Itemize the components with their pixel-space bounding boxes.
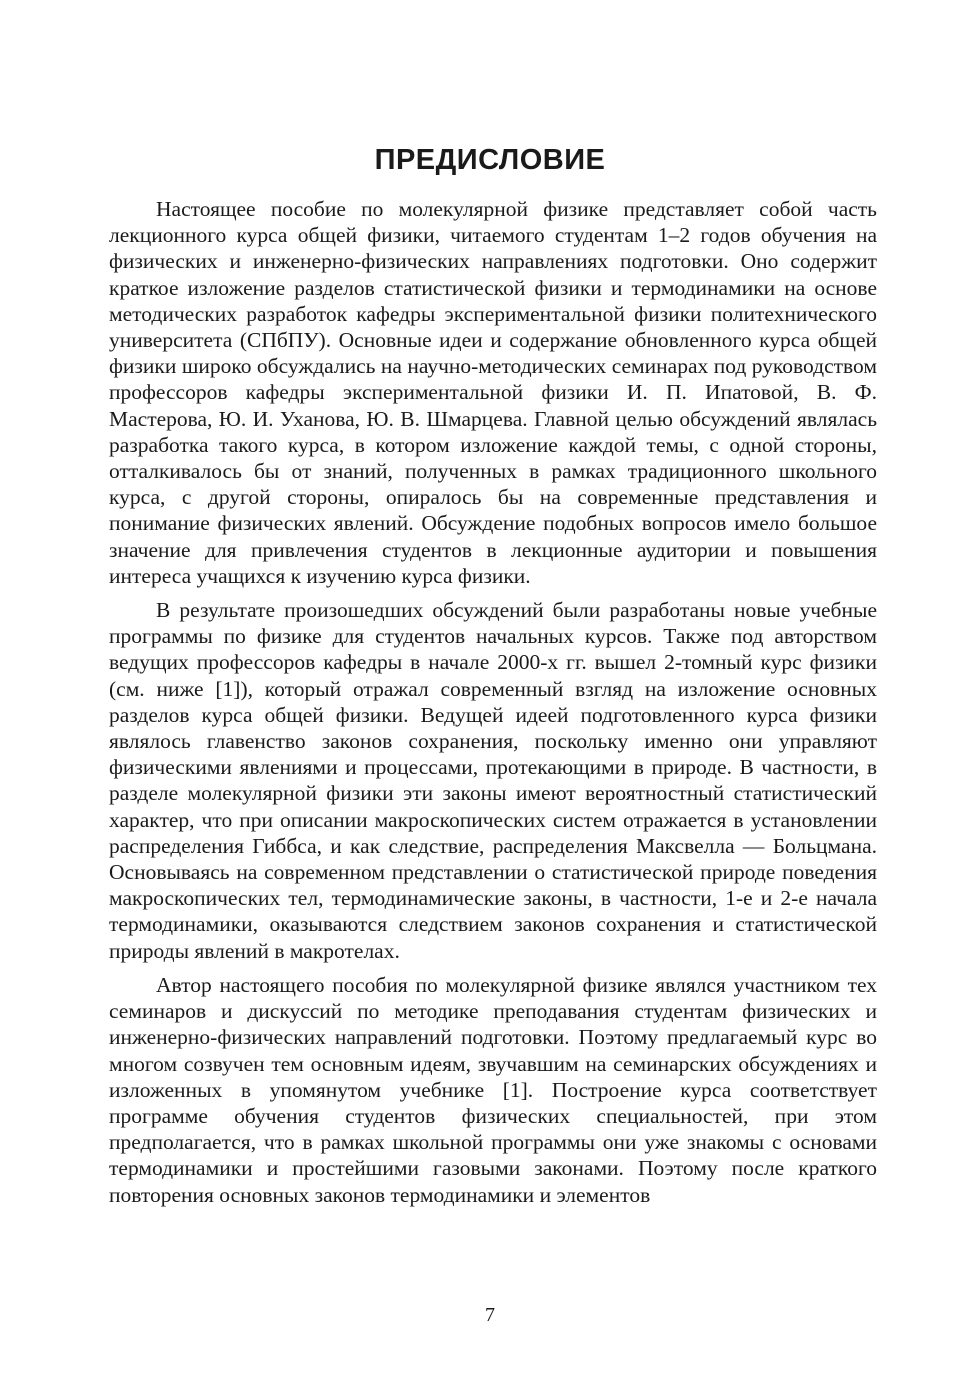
paragraph-3: Автор настоящего пособия по молекулярной физике являлся участником тех семинаров и дискуссий по методике преподавания студентам физических и инженерно-физических направлений подготовки. Поэтому предлагаемый курс во многом созвучен тем основным идеям, звучавшим на семинарских обсуждениях и изложенных в упомянутом учебнике [1]. Построение курса соответствует программе обучения студентов физических специальностей, при этом предполагается, что в рамках школьной программы они уже знакомы с основами термодинамики и простейшими газовыми законами. Поэтому после краткого повторения основных законов термодинамики и элементов	[109, 972, 877, 1207]
paragraph-2: В результате произошедших обсуждений были разработаны новые учебные программы по физике для студентов начальных курсов. Также под авторством ведущих профессоров кафедры в начале 2000-х гг. вышел 2-томный курс физики (см. ниже [1]), который отражал современный взгляд на изложение основных разделов курса общей физики. Ведущей идеей подготовленного курса физики являлось главенство законов сохранения, поскольку именно они управляют физическими явлениями и процессами, протекающими в природе. В частности, в разделе молекулярной физики эти законы имеют вероятностный статистический характер, что при описании макроскопических систем отражается в установлении распределения Гиббса, и как следствие, распределения Максвелла — Больцмана. Основываясь на современном представлении о статистической природе поведения макроскопических тел, термодинамические законы, в частности, 1-е и 2-е начала термодинамики, оказываются следствием законов сохранения и статистической природы явлений в макротелах.	[109, 598, 877, 963]
page-title: ПРЕДИСЛОВИЕ	[374, 144, 606, 176]
page-number: 7	[485, 1304, 495, 1326]
body-text	[109, 196, 877, 1216]
paragraph-1: Настоящее пособие по молекулярной физике представляет собой часть лекционного курса общей физики, читаемого студентам 1–2 годов обучения на физических и инженерно-физических направлениях подготовки. Оно содержит краткое изложение разделов статистической физики и термодинамики на основе методических разработок кафедры экспериментальной физики политехнического университета (СПбПУ). Основные идеи и содержание обновленного курса общей физики широко обсуждались на научно-методических семинарах под руководством профессоров кафедры экспериментальной физики И. П. Ипатовой, В. Ф. Мастерова, Ю. И. Уханова, Ю. В. Шмарцева. Главной целью обсуждений являлась разработка такого курса, в котором изложение каждой темы, с одной стороны, отталкивалось бы от знаний, полученных в рамках традиционного школьного курса, с другой стороны, опиралось бы на современные представления и понимание физических явлений. Обсуждение подобных вопросов имело большое значение для привлечения студентов в лекционные аудитории и повышения интереса учащихся к изучению курса физики.	[109, 197, 877, 588]
